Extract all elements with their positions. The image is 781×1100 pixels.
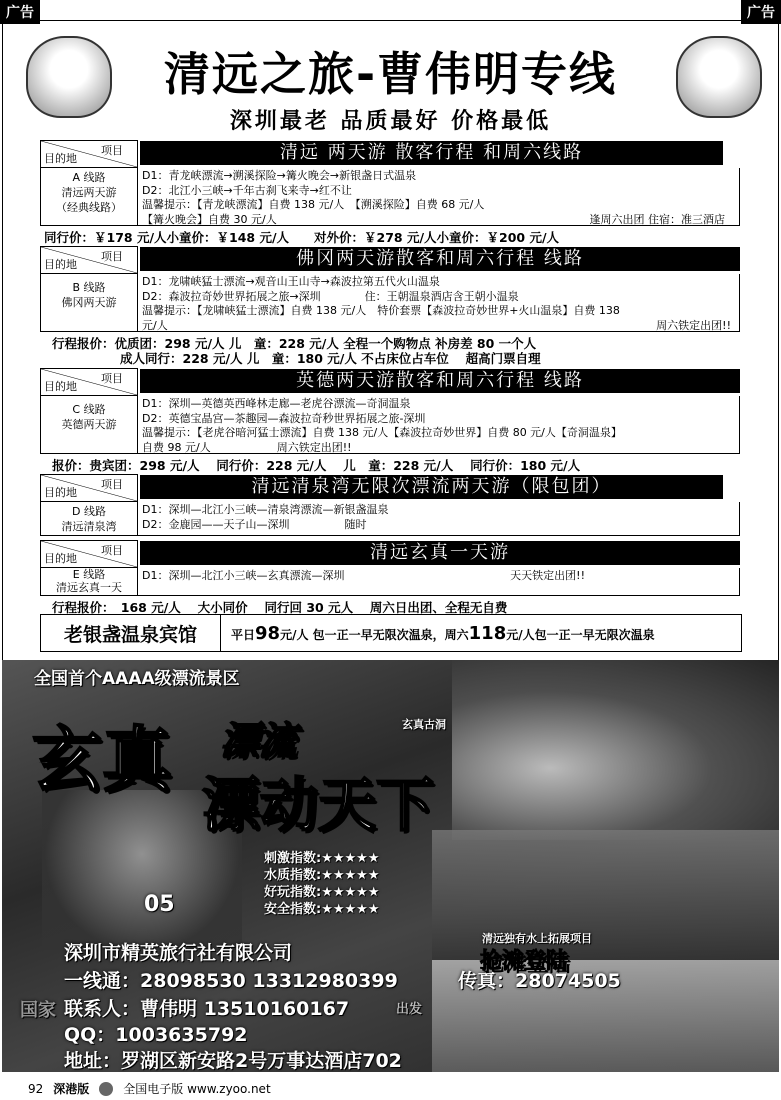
route-a-left — [40, 168, 138, 226]
route-b-price1: 行程报价：优质团：298 元/人 儿 童：228 元/人 全程一个购物点 补房差 80 一个人 — [52, 336, 537, 351]
route-a-diag — [40, 140, 138, 168]
route-c-line4: 自费 98 元/人 周六铁定出团!! — [142, 440, 352, 454]
diag-bottom: 目的地 — [44, 552, 77, 565]
route-b-band: 佛冈两天游散客和周六行程 线路 — [140, 247, 740, 271]
route-a-price: 同行价：￥178 元/人小童价：￥148 元/人 对外价：￥278 元/人小童价：￥200 元/人 — [44, 230, 560, 245]
diag-top: 项目 — [101, 372, 123, 385]
route-e-price: 行程报价： 168 元/人 大小同价 同行回 30 元人 周六日出团、全程无自费 — [52, 600, 508, 615]
ad-logo: 玄真古洞 — [402, 718, 446, 731]
diag-top: 项目 — [101, 144, 123, 157]
rating-stars: ★★★★★ — [321, 885, 380, 900]
diag-top: 项目 — [101, 478, 123, 491]
route-b-body — [138, 274, 740, 332]
route-c-line2: D2：英德宝晶宫—茶趣园—森波拉奇秒世界拓展之旅-深圳 — [142, 411, 426, 425]
route-a-line2: D2：北江小三峡→千年古刹飞来寺→红不让 — [142, 183, 352, 197]
hotel-weekday-label: 平日 — [231, 627, 256, 642]
depart-word: 出发 — [396, 1002, 423, 1017]
hotel-text-end: 元/人包一正一早无限次温泉 — [506, 627, 655, 642]
route-d-name: 清远清泉湾 — [61, 520, 117, 533]
diag-top: 项目 — [101, 544, 123, 557]
rating-row — [264, 884, 379, 901]
route-c-line3: 温馨提示：【老虎谷暗河猛士漂流】自费 138 元/人【森波拉奇妙世界】自费 80 元/人【奇洞温泉】 — [142, 426, 622, 439]
route-b-left — [40, 274, 138, 332]
rating-stars: ★★★★★ — [321, 868, 380, 883]
route-a-line4: 【篝火晚会】自费 30 元/人 — [142, 212, 277, 226]
route-a-line1: D1：青龙峡漂流→溯溪探险→篝火晚会→新银盏日式温泉 — [142, 169, 417, 182]
sea-project: 清远独有水上拓展项目 — [482, 932, 592, 945]
route-d-band: 清远清泉湾无限次漂流两天游（限包团） — [140, 475, 723, 499]
route-e-band: 清远玄真一天游 — [140, 541, 740, 565]
route-d-diag — [40, 474, 138, 502]
route-b-line3: 温馨提示：【龙啸峡猛士漂流】自费 138 元/人 特价套票【森波拉奇妙世界+火山温泉】自费 138 — [142, 304, 620, 317]
rating-row — [264, 901, 379, 918]
ad-big-title-3: 漂动天下 — [202, 771, 435, 839]
waterfall-photo — [452, 660, 779, 840]
ad-label-right: 广告 — [741, 0, 781, 24]
route-a-note: （经典线路） — [56, 201, 122, 214]
page-title: 清远之旅-曹伟明专线 — [163, 47, 618, 101]
route-e-line1: D1：深圳—北江小三峡—玄真漂流—深圳 — [142, 569, 345, 582]
edition: 深港版 — [53, 1082, 90, 1096]
diag-bottom: 目的地 — [44, 152, 77, 165]
route-e-name: 清远玄真一天 — [56, 580, 122, 594]
ad-tagline: 全国首个AAAA级漂流景区 — [34, 669, 240, 689]
ad-big-title-1: 玄真 — [32, 719, 172, 801]
route-d-code: D 线路 — [72, 505, 106, 518]
page-number: 92 — [28, 1081, 44, 1096]
hotel-name: 老银盏温泉宾馆 — [41, 615, 221, 651]
route-c-body — [138, 396, 740, 454]
rating-row — [264, 850, 379, 867]
ad-label-left: 广告 — [0, 0, 40, 24]
rafting-ad — [2, 660, 779, 1072]
route-b-name: 佛冈两天游 — [61, 296, 117, 309]
route-e-body — [138, 568, 740, 596]
route-a-schedule: 逢周六出团 住宿：准三酒店 — [589, 212, 725, 226]
hotel-weekday-price: 98 — [255, 622, 281, 644]
route-d-line2: D2：金鹿园——天子山—深圳 随时 — [142, 517, 367, 531]
hotel-box — [40, 614, 742, 652]
hotel-saturday-price: 118 — [468, 622, 507, 644]
rating-label: 安全指数: — [264, 902, 322, 917]
route-b-line1: D1：龙啸峡猛士漂流→观音山王山寺→森波拉第五代火山温泉 — [142, 275, 440, 288]
qq: QQ：1003635792 — [64, 1024, 248, 1046]
route-d-line1: D1：深圳—北江小三峡—清泉湾漂流—新银盏温泉 — [142, 503, 389, 516]
route-e-code: E 线路 — [72, 568, 106, 581]
route-c-code: C 线路 — [72, 403, 106, 416]
ad-ratings — [264, 850, 379, 918]
faded-slogan: 国家 — [20, 1000, 56, 1021]
company-name: 深圳市精英旅行社有限公司 — [64, 942, 293, 964]
rating-stars: ★★★★★ — [321, 851, 380, 866]
route-d-body — [138, 502, 740, 536]
rating-label: 好玩指数: — [264, 885, 322, 900]
hotline: 一线通：28098530 13312980399 — [64, 970, 398, 992]
route-a-name: 清远两天游 — [61, 186, 117, 199]
route-c-price: 报价：贵宾团：298 元/人 同行价：228 元/人 儿 童：228 元/人 同行价：180 元/人 — [52, 458, 581, 473]
ad-big-title-2: 漂流 — [220, 719, 297, 763]
address: 地址：罗湖区新安路2号万事达酒店702 — [64, 1050, 402, 1072]
contact: 联系人：曹伟明 13510160167 — [64, 998, 350, 1020]
hotel-offer — [221, 623, 655, 644]
route-a-band: 清远 两天游 散客行程 和周六线路 — [140, 141, 723, 165]
diag-bottom: 目的地 — [44, 486, 77, 499]
route-b-line2: D2：森波拉奇妙世界拓展之旅→深圳 住：王朝温泉酒店含王朝小温泉 — [142, 289, 519, 303]
route-b-price2: 成人同行：228 元/人 儿 童：180 元/人 不占床位占车位 超高门票自理 — [120, 351, 541, 366]
rating-row — [264, 867, 379, 884]
route-b-line4: 元/人 — [142, 318, 168, 332]
sea-landing: 抢滩登陆 — [480, 949, 569, 974]
route-e-schedule: 天天铁定出团!! — [510, 569, 585, 582]
rating-label: 刺激指数: — [264, 851, 322, 866]
route-a-code: A 线路 — [72, 171, 106, 184]
page-subtitle: 深圳最老 品质最好 价格最低 — [229, 109, 552, 134]
route-b-schedule: 周六铁定出团!! — [656, 318, 731, 332]
logo-icon — [99, 1082, 113, 1096]
hotel-text: 元/人 包一正一早无限次温泉，周六 — [280, 627, 469, 642]
route-e-diag — [40, 540, 138, 568]
diag-bottom: 目的地 — [44, 380, 77, 393]
website: 全国电子版 www.zyoo.net — [123, 1082, 271, 1096]
route-c-line1: D1：深圳—英德英西峰林走廊—老虎谷漂流—奇洞温泉 — [142, 397, 411, 410]
fax: 传真：28074505 — [458, 970, 621, 992]
rating-stars: ★★★★★ — [321, 902, 380, 917]
route-b-diag — [40, 246, 138, 274]
route-a-body — [138, 168, 740, 226]
rating-label: 水质指数: — [264, 868, 322, 883]
footer — [28, 1080, 271, 1097]
route-a-line3: 温馨提示：【青龙峡漂流】自费 138 元/人 【溯溪探险】自费 68 元/人 — [142, 198, 485, 211]
route-c-name: 英德两天游 — [61, 418, 117, 431]
diag-top: 项目 — [101, 250, 123, 263]
diag-bottom: 目的地 — [44, 258, 77, 271]
route-b-code: B 线路 — [72, 281, 106, 294]
life-vest-number: 05 — [144, 892, 175, 917]
route-d-left — [40, 502, 138, 536]
route-c-band: 英德两天游散客和周六行程 线路 — [140, 369, 740, 393]
route-e-left — [40, 568, 138, 596]
route-c-diag — [40, 368, 138, 396]
route-c-left — [40, 396, 138, 454]
